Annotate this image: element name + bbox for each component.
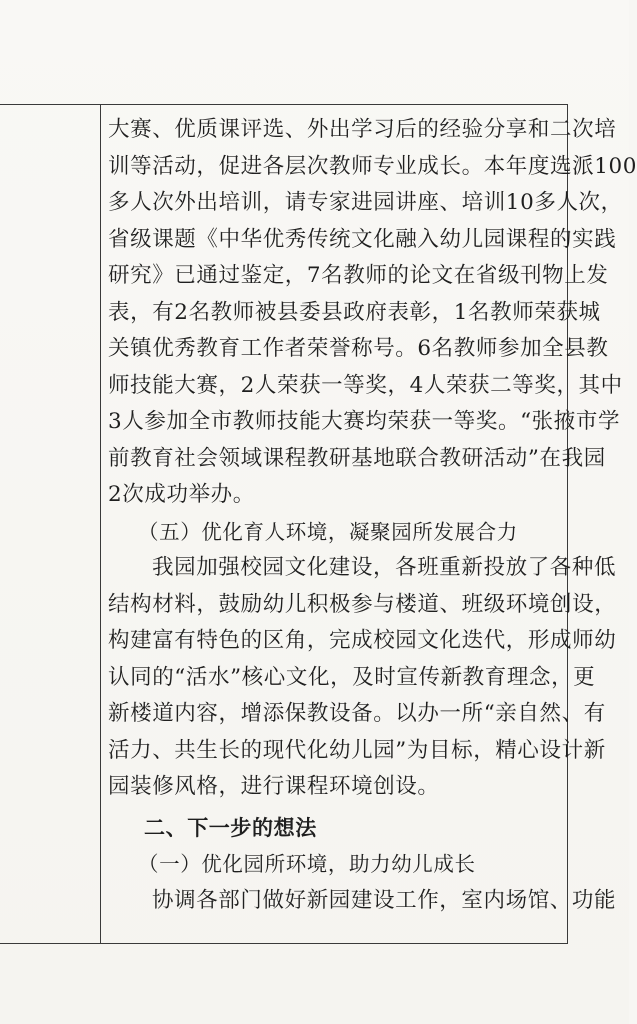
text-line: 构建富有特色的区角，完成校园文化迭代，形成师幼 xyxy=(108,628,617,653)
text-line: 协调各部门做好新园建设工作，室内场馆、功能 xyxy=(152,887,617,913)
section-title-5: （五）优化育人环境，凝聚园所发展合力 xyxy=(138,519,518,544)
text-line: 表，有2名教师被县委县政府表彰，1名教师荣获城 xyxy=(108,299,601,325)
table-border-left xyxy=(100,104,101,944)
part-title-next-steps: 二、下一步的想法 xyxy=(144,815,317,840)
text-line: 2次成功举办。 xyxy=(108,482,255,507)
text-line: 认同的“活水”核心文化，及时宣传新教育理念，更 xyxy=(108,664,596,690)
text-line: 我园加强校园文化建设，各班重新投放了各种低 xyxy=(152,555,617,580)
text-line: 大赛、优质课评选、外出学习后的经验分享和二次培 xyxy=(108,117,617,142)
text-line: 师技能大赛，2人荣获一等奖，4人荣获二等奖，其中 xyxy=(108,372,623,398)
text-line: 活力、共生长的现代化幼儿园”为目标，精心设计新 xyxy=(108,737,606,763)
paragraph-teacher-growth xyxy=(108,112,637,514)
document-body xyxy=(108,112,637,919)
text-line: 关镇优秀教育工作者荣誉称号。6名教师参加全县教 xyxy=(108,336,609,361)
paragraph-environment xyxy=(108,550,617,806)
text-line: 新楼道内容，增添保教设备。以办一所“亲自然、有 xyxy=(108,701,606,726)
text-line: 省级课题《中华优秀传统文化融入幼儿园课程的实践 xyxy=(108,226,617,252)
table-border-top xyxy=(0,104,568,105)
section-title-next-1: （一）优化园所环境，助力幼儿成长 xyxy=(138,852,476,876)
text-line: 训等活动，促进各层次教师专业成长。本年度选派100 xyxy=(108,153,637,179)
text-line: 园装修风格，进行课程环境创设。 xyxy=(108,774,440,799)
text-line: 3人参加全市教师技能大赛均荣获一等奖。“张掖市学 xyxy=(108,409,621,434)
table-border-bottom xyxy=(0,943,568,944)
text-line: 多人次外出培训，请专家进园讲座、培训10多人次， xyxy=(108,190,623,215)
text-line: 研究》已通过鉴定，7名教师的论文在省级刊物上发 xyxy=(108,263,609,288)
text-line: 前教育社会领域课程教研基地联合教研活动”在我园 xyxy=(108,445,606,471)
text-line: 结构材料，鼓励幼儿积极参与楼道、班级环境创设， xyxy=(108,591,617,617)
